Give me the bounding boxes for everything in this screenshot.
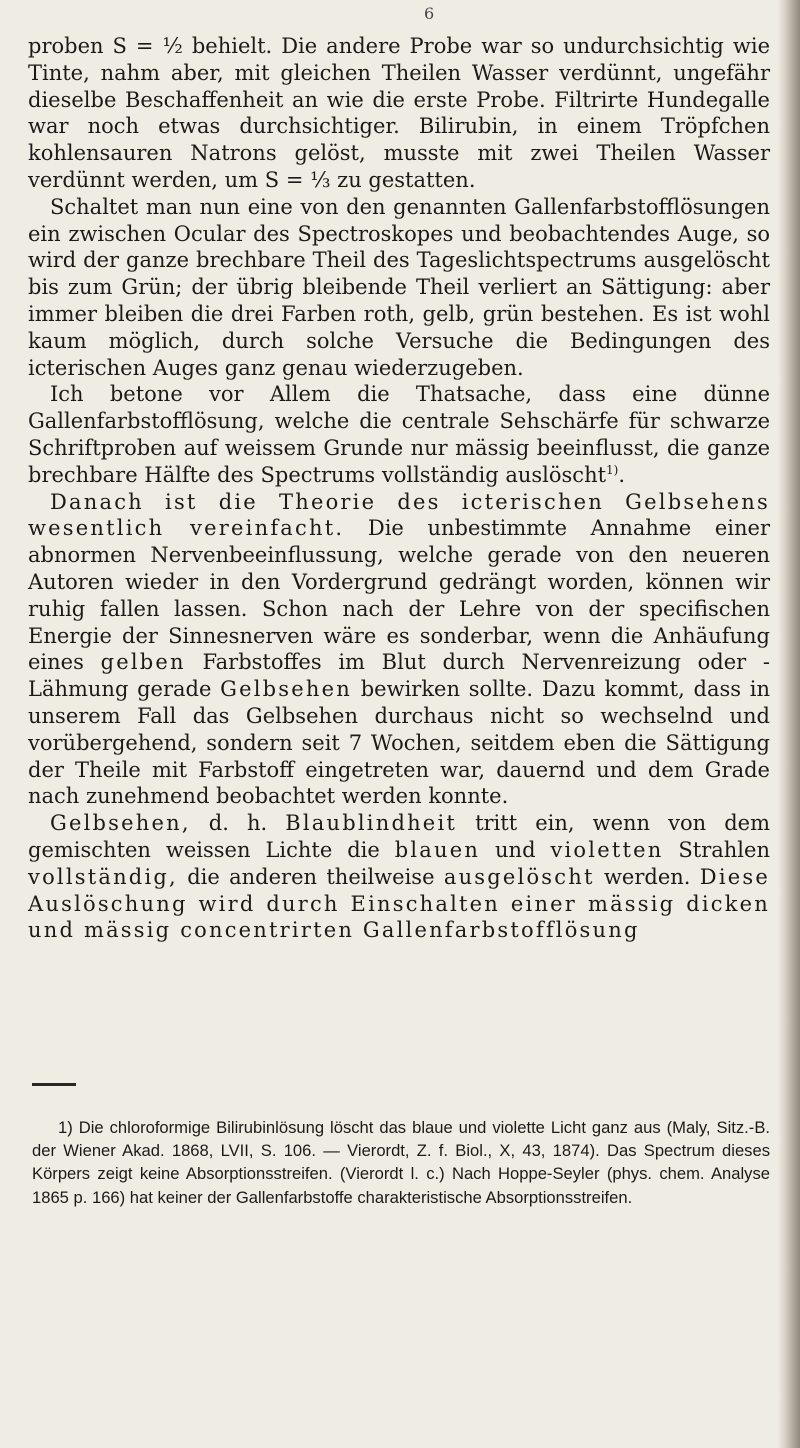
paragraph-5-spaced-f: ausgelöscht [443, 864, 595, 889]
paragraph-5-text-d: Strahlen [678, 837, 770, 862]
paragraph-5-spaced-c: blauen [394, 837, 481, 862]
paragraph-4-text-b: Farbstoffes im Blut durch Nervenreizung oder -Lähmung gerade [28, 650, 770, 702]
paragraph-3-text: Ich betone vor Allem die Thatsache, dass eine dünne Gallenfarbstofflösung, welche die centrale Sehschärfe für schwarze Schriftproben auf weissem Grunde nur mässig beeinflusst, die ganze brechbare Hälfte des Spectrums vollständig auslöscht [28, 382, 770, 487]
footnote-1-mark: 1) [58, 1118, 73, 1137]
paragraph-5-spaced-d: violetten [550, 837, 664, 862]
paragraph-4 [28, 489, 770, 811]
footnote-1-text: Die chloroformige Bilirubinlösung löscht das blaue und violette Licht ganz aus (Maly, Sitz.-B. der Wiener Akad. 1868, LVII, S. 106. — Vierordt, Z. f. Biol., X, 43, 1874). Das Spectrum dieses Körpers zeigt keine Absorptionsstreifen. (Vierordt l. c.) Nach Hoppe-Seyler (phys. chem. Analyse 1865 p. 166) hat keiner der Gallenfarbstoffe charakteristische Absorptionsstreifen. [32, 1118, 770, 1207]
paragraph-4-spaced-lead: Danach ist die Theorie des icterischen Gelbsehens wesentlich vereinfacht. [28, 489, 770, 541]
page-edge-shadow [778, 0, 800, 1448]
paragraph-5-spaced-a: Gelbsehen, [50, 811, 191, 836]
paragraph-4-spaced-b: Gelbsehen [220, 677, 352, 702]
paragraph-5 [28, 810, 770, 944]
paragraph-4-text-a: Die unbestimmte Annahme einer abnormen Nervenbeeinflussung, welche gerade von den neueren Autoren wieder in den Vordergrund gedrängt worden, können wir ruhig fallen lassen. Schon nach der Lehre von der specifischen Energie der Sinnesnerven wäre es sonderbar, wenn die Anhäufung eines [28, 516, 770, 675]
paragraph-5-spaced-b: Blaublindheit [285, 811, 457, 836]
page-number: 6 [424, 4, 435, 23]
paragraph-5-spaced-g: Diese Auslöschung wird durch Einschalten einer mässig dicken und mässig concentrirten Gallenfarbstofflösung [28, 864, 770, 943]
body-text [28, 33, 770, 944]
paragraph-3: Ich betone vor Allem die Thatsache, dass eine dünne Gallenfarbstofflösung, welche die centrale Sehschärfe für schwarze Schriftproben auf weissem Grunde nur mässig beeinflusst, die ganze brechbare Hälfte des Spectrums vollständig auslöscht$^{1)}$. [28, 382, 770, 487]
paragraph-4-text-c: bewirken sollte. Dazu kommt, dass in unserem Fall das Gelbsehen durchaus nicht so wechselnd und vorübergehend, sondern seit 7 Wochen, seitdem eben die Sättigung der Theile mit Farbstoff eingetreten war, dauernd und dem Grade nach zunehmend beobachtet werden konnte. [28, 677, 770, 809]
paragraph-4-spaced-a: gelben [100, 650, 186, 675]
paragraph-1: proben S = ½ behielt. Die andere Probe war so undurchsichtig wie Tinte, nahm aber, mit gleichen Theilen Wasser verdünnt, ungefähr dieselbe Beschaffenheit an wie die erste Probe. Filtrirte Hundegalle war noch etwas durchsichtiger. Bilirubin, in einem Tröpfchen kohlensauren Natrons gelöst, musste mit zwei Theilen Wasser verdünnt werden, um S = ⅓ zu gestatten. [28, 34, 770, 192]
paragraph-5-text-a: d. h. [208, 811, 268, 836]
footnote-reference[interactable]: 1) [606, 462, 619, 477]
paragraph-2: Schaltet man nun eine von den genannten Gallenfarbstofflösungen ein zwischen Ocular des Spectroskopes und beobachtendes Auge, so wird der ganze brechbare Theil des Tageslichtspectrums ausgelöscht bis zum Grün; der übrig bleibende Theil verliert an Sättigung: aber immer bleiben die drei Farben roth, gelb, grün bestehen. Es ist wohl kaum möglich, durch solche Versuche die Bedingungen des icterischen Auges ganz genau wiederzugeben. [28, 194, 770, 380]
paragraph-5-text-e: die anderen theilweise [187, 864, 435, 889]
paragraph-5-text-f: werden. [603, 864, 691, 889]
paragraph-5-spaced-e: vollständig, [28, 864, 178, 889]
paragraph-5-text-c: und [495, 837, 536, 862]
paragraph-5-text-b: tritt ein, wenn von dem gemischten weissen Lichte die [28, 811, 770, 862]
footnote-1 [32, 1116, 770, 1209]
footnotes [32, 1116, 770, 1209]
footnote-divider [32, 1083, 76, 1086]
